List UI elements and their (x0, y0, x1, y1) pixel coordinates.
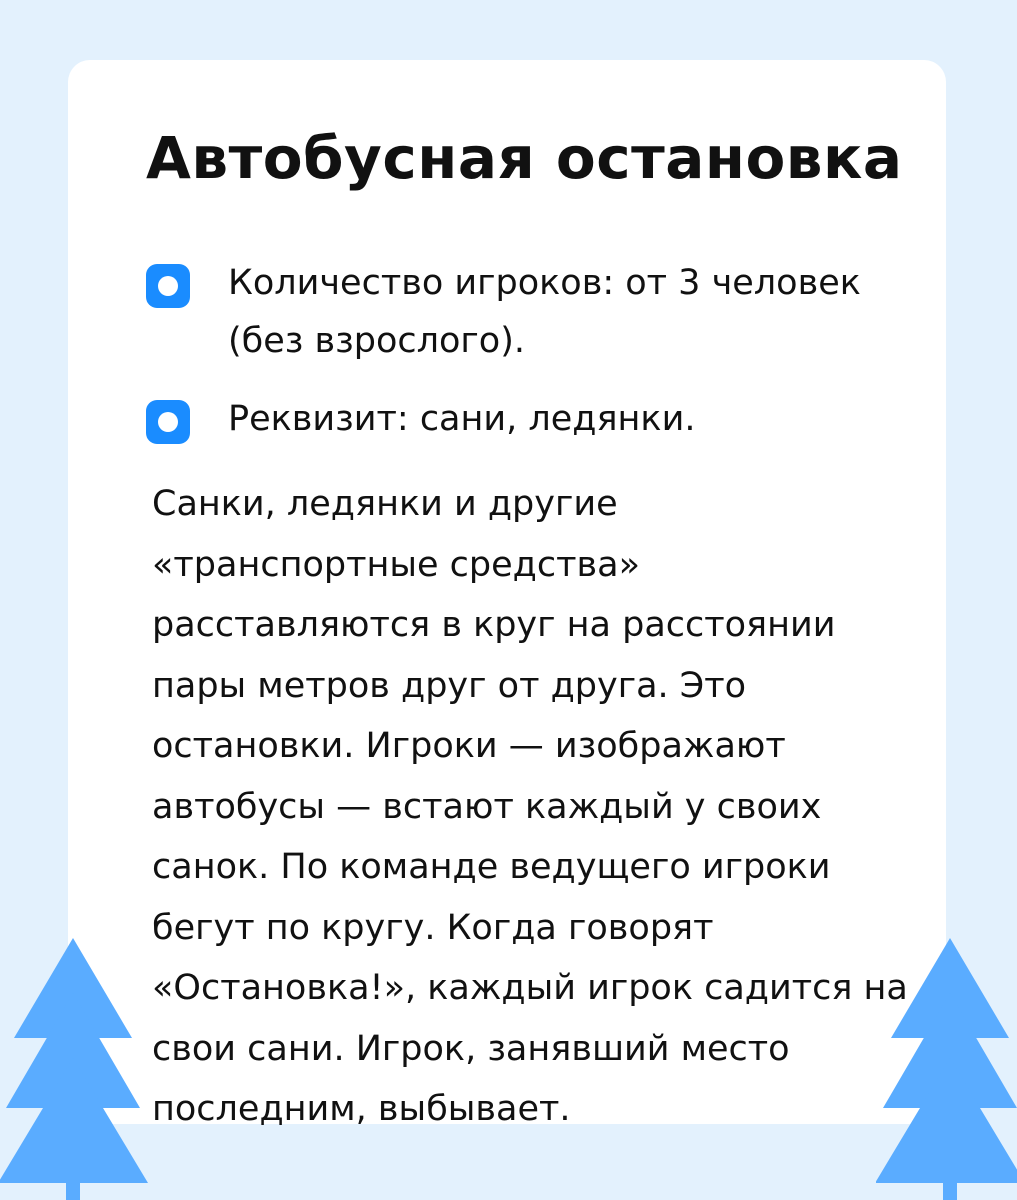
game-description: Санки, ледянки и другие «транспортные средства» расставляются в круг на расстоянии пары метров друг от друга. Это остановки. Игроки — изображают автобусы — встают каждый у своих санок. По команде ведущего игроки бегут по кругу. Когда говорят «Остановка!», каждый игрок садится на свои сани. Игрок, занявший место последним, выбывает. (152, 484, 908, 1129)
bullet-icon (146, 264, 190, 308)
bullet-props: Реквизит: сани, ледянки. (228, 399, 696, 439)
bullet-icon (146, 400, 190, 444)
tree-right-icon (876, 938, 1017, 1200)
page-title: Автобусная остановка (146, 124, 903, 192)
tree-left-icon (0, 938, 160, 1200)
bullet-players: Количество игроков: от 3 человек (без взрослого). (228, 263, 861, 361)
